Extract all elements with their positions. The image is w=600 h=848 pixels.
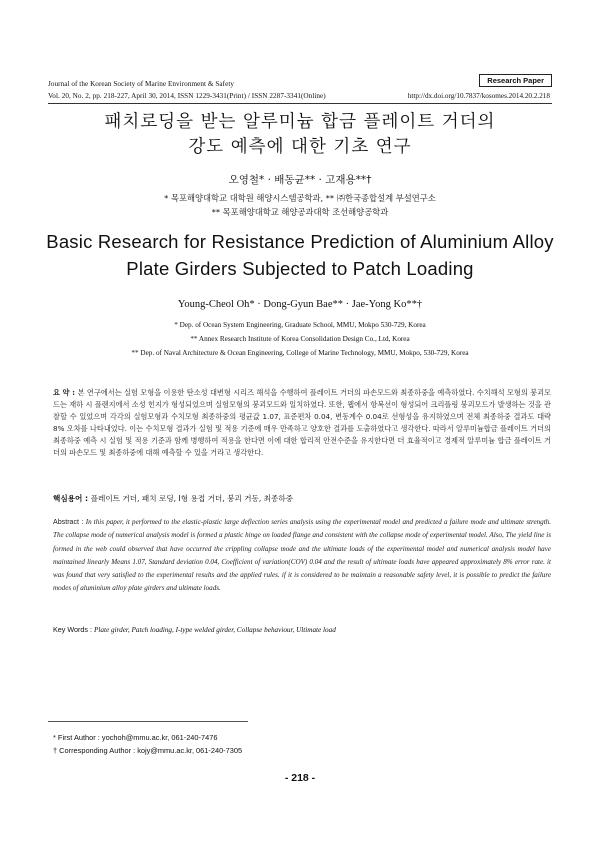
english-abstract-text: In this paper, it performed to the elastic-plastic large deflection series analysis using the experimental model and predicted a failure mode and ultimate strength. The collapse mode of numerical analysis model is formed a plastic hinge on loaded flange and consistent with the collapse mode of experimental model. Also, The yield line is formed in the web could observed that have occurred the crippling collapse mode and the ultimate loads of the experimental model and numerical analysis model have maintained linearly Means 1.07, Standard deviation 0.04, Coefficient of variation(COV) 0.04 and the result of ultimate loads have appeared approximately 8% error rate. it was found that very satisfied to the experimental results and the applied rules. if it is considered to be maintain a reasonable safety level, it is possible to predict the failure modes of aluminium alloy plate girders and ultimate loads. [53,518,551,593]
english-affiliation-1: * Dep. of Ocean System Engineering, Graduate School, MMU, Mokpo 530-729, Korea [174,321,426,329]
korean-abstract [53,387,551,458]
english-keywords-label: Key Words : [53,625,95,634]
english-authors: Young-Cheol Oh* · Dong-Gyun Bae** · Jae-Yong Ko**† [177,299,423,310]
header-divider [48,103,552,104]
doi-link[interactable]: http://dx.doi.org/10.7837/kosomes.2014.20.2.218 [407,92,550,100]
korean-affiliation-2: ** 목포해양대학교 해양공과대학 조선해양공학과 [211,207,389,217]
korean-title-line1: 패치로딩을 받는 알루미늄 합금 플레이트 거더의 [104,112,496,132]
journal-name: Journal of the Korean Society of Marine Environment & Safety [48,80,235,88]
korean-keywords-label: 핵심용어 : [53,494,91,503]
english-title-line2: Plate Girders Subjected to Patch Loading [126,258,474,279]
english-abstract [53,516,551,596]
research-paper-badge: Research Paper [479,74,552,87]
volume-info: Vol. 20, No. 2, pp. 218-227, April 30, 2014, ISSN 1229-3431(Print) / ISSN 2287-3341(Online) [48,92,326,100]
korean-keywords [53,493,293,504]
english-abstract-label: Abstract : [53,518,86,526]
korean-abstract-text: 본 연구에서는 실험 모형을 이용한 탄소성 대변형 시리즈 해석을 수행하여 플레이트 거더의 파손모드와 최종하중을 예측하였다. 수치해석 모형의 붕괴모드는 재하 시 플랜지에서 소성 힌지가 형성되었으며 실험모형의 붕괴모드와 일치하였다. 또한, 웹에서 항복선이 형성되어 크리플링 붕괴모드가 발생하는 것을 관찰할 수 있었으며 각각의 실험모형과 수치모형 최종하중의 평균값 1.07, 표준편차 0.04, 변동계수 0.04로 선형성을 유지하였으며 전체 최종하중 결과도 대략 8% 오차를 나타내었다. 이는 수치모형 결과가 실험 및 적용 기준에 매우 만족하고 양호한 결과를 도출하였다고 생각한다. 따라서 알루미늄합금 플레이트 거더의 최종하중 예측 시 실험 및 적용 기준과 함께 병행하여 적용을 한다면 이에 대한 합리적 안전수준을 유지한다면 더 효율적이고 경제적 알루미늄 합금 플레이트 거더의 파손모드 및 최종하중에 대해 예측할 수 있을 거라고 생각한다. [53,388,551,457]
korean-keywords-text: 플레이트 거더, 패치 로딩, I형 용접 거더, 붕괴 거동, 최종하중 [90,494,294,503]
footnote-corresponding-author: † Corresponding Author : kojy@mmu.ac.kr, 061-240-7305 [53,746,243,755]
english-affiliation-2: ** Annex Research Institute of Korea Consolidation Design Co., Ltd, Korea [190,335,410,343]
korean-title-line2: 강도 예측에 대한 기초 연구 [188,137,412,157]
korean-affiliation-1: * 목포해양대학교 대학원 해양시스템공학과, ** ㈜한국종합설계 부설연구소 [164,193,436,203]
korean-abstract-label: 요 약 : [53,388,78,397]
footnote-divider [48,721,248,722]
korean-authors: 오영철* · 배동균** · 고재용**† [228,174,372,186]
footnote-first-author: * First Author : yochoh@mmu.ac.kr, 061-240-7476 [53,733,218,742]
english-keywords-text: Plate girder, Patch loading, I-type welded girder, Collapse behaviour, Ultimate load [94,626,336,634]
page-number: - 218 - [284,772,316,784]
english-title-line1: Basic Research for Resistance Prediction of Aluminium Alloy [46,231,554,252]
english-keywords [53,625,336,634]
english-affiliation-3: ** Dep. of Naval Architecture & Ocean Engineering, College of Marine Technology, MMU, Mokpo, 530-729, Korea [131,349,469,357]
